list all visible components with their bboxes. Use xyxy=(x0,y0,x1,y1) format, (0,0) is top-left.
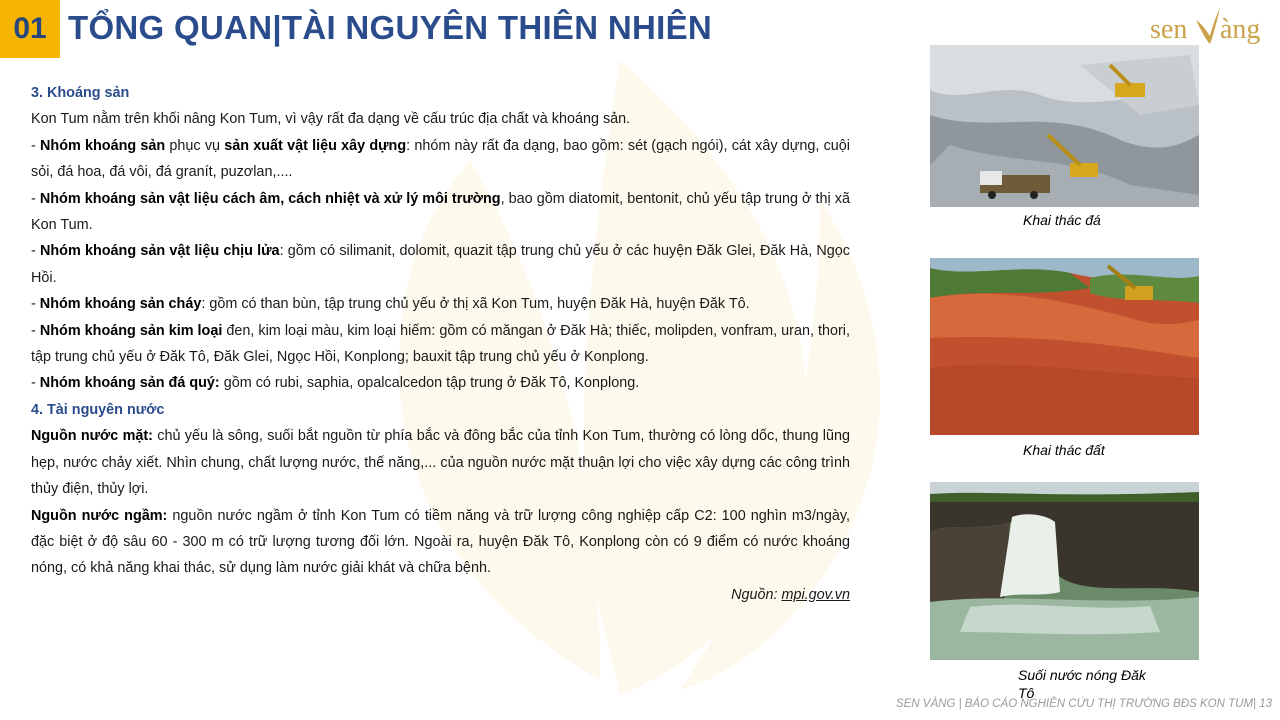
surface-water-paragraph: Nguồn nước mặt: chủ yếu là sông, suối bắt nguồn từ phía bắc và đông bắc của tỉnh Kon Tum, thường có lòng dốc, thung lũng hẹp, nước chảy xiết. Nhìn chung, chất lượng nước, thế năng,... của nguồn nước mặt thuận lợi cho việc xây dựng các công trình thủy điện, thủy lợi. xyxy=(31,428,850,498)
mineral-group-insulation: - Nhóm khoáng sản vật liệu cách âm, cách nhiệt và xử lý môi trường, bao gồm diatomit, bentonit, chủ yếu tập trung ở thị xã Kon Tum. xyxy=(31,190,851,234)
logo-text-sen: sen xyxy=(1150,14,1188,45)
photo-stone-quarry xyxy=(930,45,1199,207)
mineral-group-construction: - Nhóm khoáng sản phục vụ sản xuất vật liệu xây dựng: nhóm này rất đa dạng, bao gồm: sét (gạch ngói), cát xây dựng, cuội sỏi, đá hoa, đá vôi, đá granít, puzơlan,.... xyxy=(31,137,850,181)
main-content xyxy=(31,80,850,608)
minerals-intro: Kon Tum nằm trên khối nâng Kon Tum, vì vậy rất đa dạng về cấu trúc địa chất và khoáng sản. xyxy=(31,111,631,128)
logo-lotus-icon xyxy=(1196,8,1220,44)
mineral-group-refractory: - Nhóm khoáng sản vật liệu chịu lửa: gồm có silimanit, dolomit, quazit tập trung chủ yếu ở các huyện Đăk Glei, Đăk Hà, Ngọc Hồi. xyxy=(31,243,850,286)
sen-vang-logo xyxy=(1148,2,1274,50)
mineral-group-fuel: - Nhóm khoáng sản cháy: gồm có than bùn, tập trung chủ yếu ở thị xã Kon Tum, huyện Đăk Hà, huyện Đăk Tô. xyxy=(31,296,750,313)
logo-text-vang: àng xyxy=(1220,14,1261,45)
photo-caption-stone: Khai thác đá xyxy=(1023,212,1101,228)
page-title: TỔNG QUAN|TÀI NGUYÊN THIÊN NHIÊN xyxy=(68,9,713,46)
groundwater-paragraph: Nguồn nước ngầm: nguồn nước ngầm ở tỉnh Kon Tum có tiềm năng và trữ lượng công nghiệp cấp C2: 100 nghìn m3/ngày, đặc biệt ở độ sâu 60 - 300 m có trữ lượng tương đối lớn. Ngoài ra, huyện Đăk Tô, Konplong còn có 9 điểm có nước khoáng nóng, có khả năng khai thác, sử dụng làm nước giải khát và chữa bệnh. xyxy=(31,507,850,577)
source-citation: Nguồn: mpi.gov.vn xyxy=(731,586,850,603)
photo-caption-earth: Khai thác đất xyxy=(1023,442,1105,458)
minerals-heading: 3. Khoáng sản xyxy=(31,85,130,101)
source-link[interactable]: mpi.gov.vn xyxy=(781,586,850,603)
water-heading: 4. Tài nguyên nước xyxy=(31,401,165,418)
section-number-badge xyxy=(0,0,60,58)
mineral-group-metal: - Nhóm khoáng sản kim loại đen, kim loại màu, kim loại hiếm: gồm có măngan ở Đăk Hà; thiếc, molipden, vonfram, uran, thori, tập trung chủ yếu ở Đăk Tô, Đăk Glei, Ngọc Hồi, Konplong; bauxit tập trung chủ yếu ở Konplong. xyxy=(31,322,850,366)
page-footer: SEN VÀNG | BÁO CÁO NGHIÊN CỨU THỊ TRƯỜNG BĐS KON TUM| 13 xyxy=(895,698,1272,710)
photo-caption-spring: Suối nước nóng Đăk Tô xyxy=(1018,667,1146,701)
photo-hot-spring xyxy=(930,482,1199,660)
section-number: 01 xyxy=(13,12,47,45)
photo-earth-mining xyxy=(930,258,1199,435)
mineral-group-gemstone: - Nhóm khoáng sản đá quý: gồm có rubi, saphia, opalcalcedon tập trung ở Đăk Tô, Konplong. xyxy=(31,375,640,392)
